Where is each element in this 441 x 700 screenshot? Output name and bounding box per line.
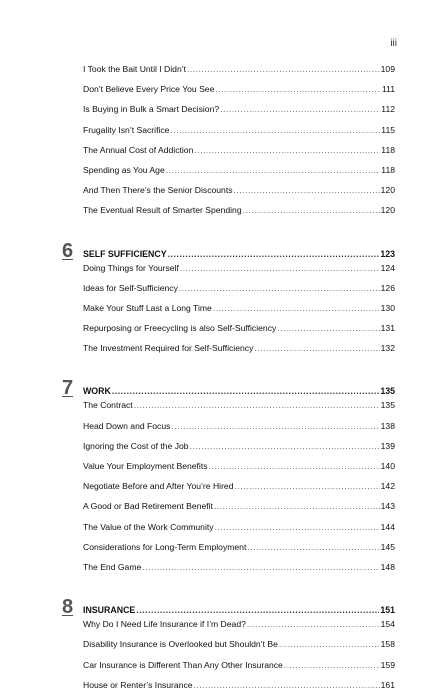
toc-entry-title: A Good or Bad Retirement Benefit	[83, 501, 213, 512]
dot-leader	[277, 323, 379, 333]
dot-leader	[179, 283, 380, 293]
dot-leader	[170, 125, 380, 135]
toc-entry-page: 124	[380, 262, 395, 273]
dot-leader	[243, 205, 380, 215]
page-number: iii	[390, 38, 397, 49]
toc-entry-title: The Annual Cost of Addiction	[83, 144, 194, 155]
toc-entry-title: Ideas for Self-Sufficiency	[83, 282, 178, 293]
dot-leader	[187, 64, 380, 74]
toc-entry[interactable]	[62, 441, 395, 461]
chapter-section	[62, 596, 395, 700]
toc-entry[interactable]	[62, 522, 395, 542]
dot-leader	[112, 386, 379, 396]
chapter-number: 7	[62, 377, 74, 400]
chapter-heading[interactable]	[62, 377, 395, 400]
toc-entry-page: 115	[381, 124, 395, 135]
toc-entry-page: 130	[380, 302, 395, 313]
toc-entry[interactable]	[62, 562, 395, 582]
chapter-heading[interactable]	[62, 596, 395, 619]
toc-entry-title: Considerations for Long-Term Employment	[83, 541, 247, 552]
dot-leader	[254, 343, 379, 353]
chapter-title: INSURANCE	[83, 605, 136, 616]
dot-leader	[215, 84, 381, 94]
toc-entry-title: Make Your Stuff Last a Long Time	[83, 302, 212, 313]
dot-leader	[284, 660, 380, 670]
toc-entry-page: 158	[380, 639, 395, 650]
toc-entry-page: 145	[380, 541, 395, 552]
toc-entry[interactable]	[62, 104, 395, 124]
toc-entry[interactable]	[62, 461, 395, 481]
chapter-page: 135	[380, 386, 395, 397]
chapter-number: 6	[62, 239, 74, 262]
toc-entry-title: I Took the Bait Until I Didn’t	[83, 64, 187, 74]
toc-entry-title: Head Down and Focus	[83, 420, 171, 431]
toc-entry-page: 109	[380, 64, 395, 74]
dot-leader	[209, 461, 380, 471]
chapter-page: 123	[380, 248, 395, 259]
dot-leader	[247, 619, 380, 629]
toc-entry[interactable]	[62, 303, 395, 323]
toc-entry[interactable]	[62, 145, 395, 165]
toc-entry-page: 144	[380, 521, 395, 532]
toc-entry-page: 138	[380, 420, 395, 431]
toc-entry[interactable]	[62, 542, 395, 562]
toc-entry-page: 132	[380, 343, 395, 354]
toc-entry[interactable]	[62, 263, 395, 283]
toc-entry[interactable]	[62, 185, 395, 205]
toc-entry[interactable]	[62, 501, 395, 521]
dot-leader	[180, 263, 380, 273]
dot-leader	[213, 303, 380, 313]
toc-entry-page: 118	[381, 144, 395, 155]
toc-entry-title: The Value of the Work Community	[83, 521, 214, 532]
dot-leader	[171, 421, 379, 431]
dot-leader	[166, 165, 381, 175]
toc-entry-title: Don’t Believe Every Price You See	[83, 84, 215, 95]
toc-entry[interactable]	[62, 660, 395, 680]
toc-entry-title: Disability Insurance is Overlooked but Shouldn’t Be	[83, 639, 278, 650]
toc-entry[interactable]	[62, 619, 395, 639]
toc-entry-page: 111	[381, 84, 395, 95]
chapter-number: 8	[62, 596, 74, 619]
toc-entry-page: 112	[381, 104, 395, 115]
toc-entry-page: 148	[380, 561, 395, 572]
toc-entry[interactable]	[62, 481, 395, 501]
toc-entry-title: Why Do I Need Life Insurance if I’m Dead?	[83, 619, 246, 630]
dot-leader	[220, 104, 380, 114]
dot-leader	[194, 680, 380, 690]
toc-entry-page: 143	[380, 501, 395, 512]
toc-entry-title: Spending as You Age	[83, 164, 165, 175]
toc-entry-page: 120	[380, 185, 395, 196]
toc-entry-title: Frugality Isn’t Sacrifice	[83, 124, 170, 135]
dot-leader	[134, 400, 380, 410]
toc-entry-title: The Investment Required for Self-Sufficiency	[83, 343, 254, 354]
toc-entry[interactable]	[62, 125, 395, 145]
dot-leader	[142, 562, 379, 572]
chapter-title: WORK	[83, 386, 111, 397]
toc-entry-page: 131	[380, 323, 395, 334]
toc-entry-page: 159	[380, 659, 395, 670]
dot-leader	[279, 639, 380, 649]
chapter-section	[62, 377, 395, 582]
toc-entry-title: Car Insurance is Different Than Any Other Insurance	[83, 659, 283, 670]
toc-entry-title: The Contract	[83, 400, 133, 411]
toc-entry-title: Is Buying in Bulk a Smart Decision?	[83, 104, 220, 115]
toc-entry-title: Doing Things for Yourself	[83, 262, 179, 273]
dot-leader	[190, 441, 380, 451]
toc-entry[interactable]	[62, 639, 395, 659]
dot-leader	[234, 185, 380, 195]
dot-leader	[215, 522, 380, 532]
toc-entry-title: The Eventual Result of Smarter Spending	[83, 205, 242, 216]
dot-leader	[247, 542, 379, 552]
toc-entry[interactable]	[62, 323, 395, 343]
toc-entry-page: 126	[380, 282, 395, 293]
toc-entry-title: Value Your Employment Benefits	[83, 461, 208, 471]
chapter-list	[62, 240, 395, 700]
dot-leader	[168, 249, 380, 259]
toc-entry-page: 142	[380, 481, 395, 492]
chapter-section	[62, 240, 395, 364]
chapter-heading[interactable]	[62, 240, 395, 263]
toc-entry-page: 140	[380, 461, 395, 471]
chapter-title: SELF SUFFICIENCY	[83, 248, 167, 259]
continued-entries	[62, 64, 395, 226]
toc-entry[interactable]	[62, 205, 395, 225]
toc-entry[interactable]	[62, 283, 395, 303]
toc-entry[interactable]	[62, 421, 395, 441]
toc-entry-title: Repurposing or Freecycling is also Self-Sufficiency	[83, 323, 277, 334]
toc-entry-page: 154	[380, 619, 395, 630]
toc-entry[interactable]	[62, 165, 395, 185]
toc-entry-title: Ignoring the Cost of the Job	[83, 440, 189, 451]
toc-entry-page: 118	[381, 164, 395, 175]
toc-entry-page: 161	[380, 679, 395, 690]
toc-entry-title: House or Renter’s Insurance	[83, 679, 193, 690]
toc-entry-title: And Then There’s the Senior Discounts	[83, 185, 233, 196]
toc-entry[interactable]	[62, 343, 395, 363]
toc-entry-page: 120	[380, 205, 395, 216]
toc-entry-page: 135	[380, 400, 395, 411]
toc-entry-title: The End Game	[83, 561, 142, 572]
toc-entry[interactable]	[62, 400, 395, 420]
toc-entry-page: 139	[380, 440, 395, 451]
chapter-page: 151	[380, 605, 395, 616]
toc-entry-title: Negotiate Before and After You’re Hired	[83, 481, 234, 492]
toc-entry[interactable]	[62, 64, 395, 84]
toc-entry[interactable]	[62, 84, 395, 104]
dot-leader	[235, 481, 380, 491]
table-of-contents	[62, 64, 395, 700]
dot-leader	[136, 605, 379, 615]
toc-entry[interactable]	[62, 680, 395, 700]
dot-leader	[194, 145, 380, 155]
dot-leader	[214, 501, 380, 511]
